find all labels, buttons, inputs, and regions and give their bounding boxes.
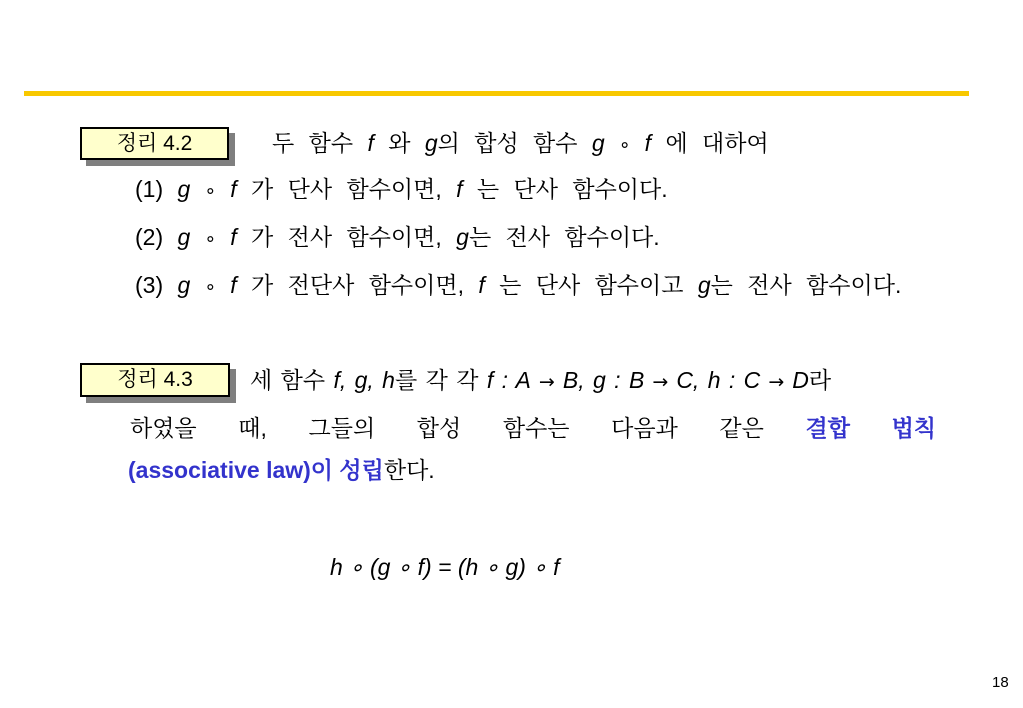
associative-law-emphasis: (associative law)이 성립 — [128, 457, 384, 483]
theorem-4-3-label: 정리 4.3 — [80, 363, 230, 397]
item-number: (1) — [135, 176, 178, 202]
item-text: 는 단사 함수이고 — [484, 272, 698, 298]
math-variable-g: g — [177, 272, 191, 298]
composition-operator: ∘ — [190, 228, 231, 250]
title-divider-rule — [24, 91, 969, 96]
associative-law-formula: h ∘ (g ∘ f) = (h ∘ g) ∘ f — [330, 554, 560, 580]
statement-text: 에 대하여 — [651, 130, 769, 156]
math-variable-g: g — [177, 176, 191, 202]
item-text: 가 전단사 함수이면, — [236, 272, 479, 298]
math-mapping-g: B, g : B — [562, 367, 645, 393]
item-number: (2) — [135, 224, 178, 250]
math-variable-f: f — [367, 130, 374, 156]
theorem-4-2-item-1 — [135, 176, 668, 204]
math-set-d: D — [792, 367, 809, 393]
statement-text: 의 합성 함수 — [437, 130, 592, 156]
arrow-right-icon: → — [644, 371, 677, 393]
statement-text: 두 함수 — [272, 130, 368, 156]
math-variable-f: f — [644, 130, 652, 156]
item-text: 는 전사 함수이다. — [468, 224, 660, 250]
composition-operator: ∘ — [190, 276, 231, 298]
math-variable-g: g — [697, 272, 711, 298]
math-variable-g: g — [424, 130, 438, 156]
page-number: 18 — [992, 674, 1009, 691]
math-mapping-f: f : A — [486, 367, 531, 393]
theorem-4-2-item-3 — [135, 272, 901, 300]
math-variable-f: f — [230, 176, 237, 202]
math-variables-fgh: f, g, h — [333, 367, 395, 393]
math-variable-f: f — [230, 272, 237, 298]
statement-text: 한다. — [383, 457, 435, 483]
theorem-4-2-item-2 — [135, 224, 660, 252]
item-text: 는 단사 함수이다. — [462, 176, 668, 202]
item-text: 가 단사 함수이면, — [236, 176, 457, 202]
statement-text: 라 — [808, 367, 832, 393]
statement-text: 와 — [373, 130, 425, 156]
theorem-4-3-line-1 — [250, 367, 831, 395]
theorem-4-2-statement — [272, 130, 769, 158]
math-variable-f: f — [456, 176, 463, 202]
associative-law-term: 결합 법칙 — [805, 415, 937, 441]
math-variable-g: g — [456, 224, 469, 250]
math-variable-f: f — [478, 272, 485, 298]
statement-text: 하였을 때, 그들의 합성 함수는 다음과 같은 — [130, 415, 806, 441]
item-text: 가 전사 함수이면, — [236, 224, 457, 250]
math-variable-g: g — [177, 224, 191, 250]
item-text: 는 전사 함수이다. — [710, 272, 902, 298]
composition-operator: ∘ — [190, 180, 231, 202]
math-variable-g: g — [591, 130, 605, 156]
statement-text: 를 각 각 — [394, 367, 487, 393]
theorem-4-3-line-2 — [130, 415, 936, 441]
arrow-right-icon: → — [530, 371, 563, 393]
theorem-4-2-label: 정리 4.2 — [80, 127, 229, 160]
math-mapping-h: C, h : C — [676, 367, 761, 393]
composition-operator: ∘ — [604, 134, 645, 156]
theorem-4-3-line-3 — [128, 457, 435, 483]
item-number: (3) — [135, 272, 178, 298]
math-variable-f: f — [230, 224, 237, 250]
arrow-right-icon: → — [760, 371, 793, 393]
statement-text: 세 함수 — [250, 367, 334, 393]
